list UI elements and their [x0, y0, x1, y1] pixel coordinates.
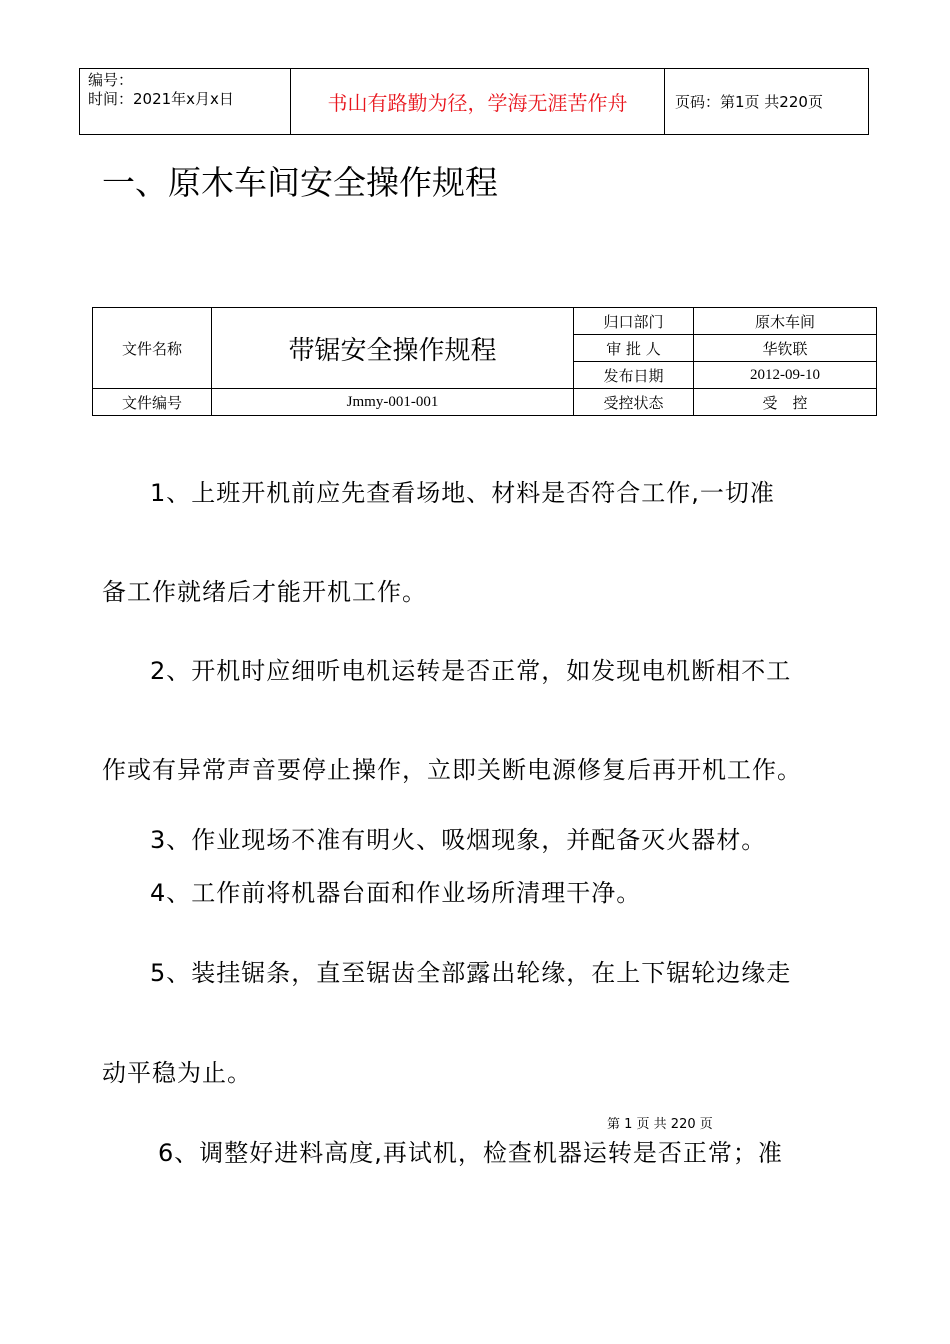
file-no-label: 文件编号 [93, 389, 212, 416]
date-value: 2012-09-10 [694, 362, 877, 389]
number-label: 编号： [88, 71, 134, 89]
date-label: 发布日期 [574, 362, 694, 389]
time-label: 时间：2021年x月x日 [88, 90, 234, 108]
paragraph-2: 2、开机时应细听电机运转是否正常，如发现电机断相不工 [150, 657, 792, 685]
file-no-value: Jmmy-001-001 [212, 389, 574, 416]
info-table [92, 307, 877, 416]
paragraph-3: 3、作业现场不准有明火、吸烟现象，并配备灭火器材。 [150, 826, 767, 854]
control-value: 受 控 [694, 389, 877, 416]
document-title: 一、原木车间安全操作规程 [102, 163, 498, 202]
header-meta [80, 69, 291, 134]
file-name: 带锯安全操作规程 [212, 308, 574, 389]
paragraph-6: 6、调整好进料高度,再试机，检查机器运转是否正常；准 [158, 1139, 783, 1167]
approver-label: 审 批 人 [574, 335, 694, 362]
page-header [79, 68, 869, 135]
paragraph-1-cont: 备工作就绪后才能开机工作。 [102, 578, 427, 606]
paragraph-2-cont: 作或有异常声音要停止操作，立即关断电源修复后再开机工作。 [102, 756, 802, 784]
page-footer: 第 1 页 共 220 页 [607, 1117, 713, 1132]
paragraph-4: 4、工作前将机器台面和作业场所清理干净。 [150, 879, 642, 907]
header-page-info: 页码：第1页 共220页 [675, 93, 823, 111]
approver-value: 华钦联 [694, 335, 877, 362]
paragraph-1: 1、上班开机前应先查看场地、材料是否符合工作,一切准 [150, 479, 775, 507]
dept-value: 原木车间 [694, 308, 877, 335]
dept-label: 归口部门 [574, 308, 694, 335]
file-name-label: 文件名称 [93, 308, 212, 389]
header-motto: 书山有路勤为径，学海无涯苦作舟 [291, 69, 665, 134]
paragraph-5-cont: 动平稳为止。 [102, 1059, 252, 1087]
control-label: 受控状态 [574, 389, 694, 416]
paragraph-5: 5、装挂锯条，直至锯齿全部露出轮缘，在上下锯轮边缘走 [150, 959, 792, 987]
